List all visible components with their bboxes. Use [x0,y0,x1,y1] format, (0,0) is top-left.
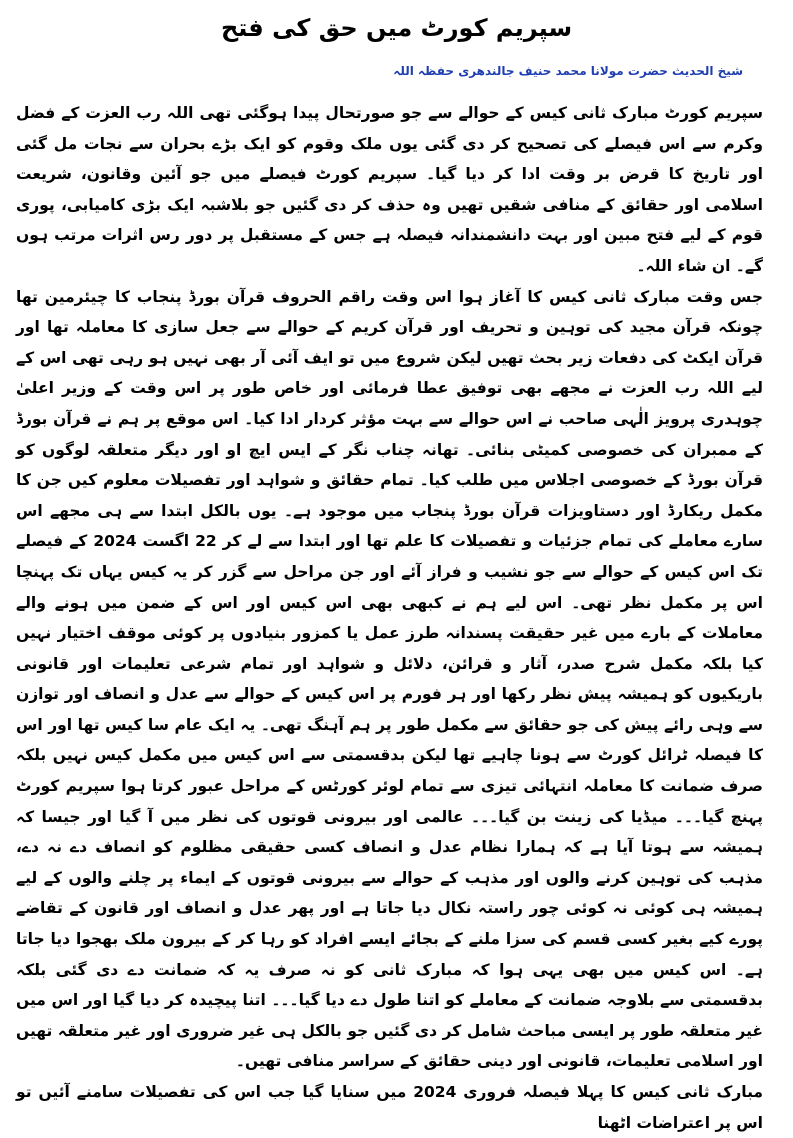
article-title: سپریم کورٹ میں حق کی فتح [220,14,573,42]
author-byline: شیخ الحدیث حضرت مولانا محمد حنیف جالندھری حفظہ اللہ [393,64,743,78]
paragraph-3: مبارک ثانی کیس کا پہلا فیصلہ فروری 2024 میں سنایا گیا جب اس کی تفصیلات سامنے آئیں تو اس پر اعتراضات اٹھنا [16,1083,763,1132]
paragraph-1: سپریم کورٹ مبارک ثانی کیس کے حوالے سے جو صورتحال پیدا ہوگئی تھی اللہ رب العزت کے فضل وکرم سے اس فیصلے کی تصحیح کر دی گئی یوں ملک وقوم کو ایک بڑے بحران سے نجات مل گئی اور تاریخ کا قرض بر وقت ادا کر دیا گیا۔ سپریم کورٹ فیصلے میں جو آئین وقانون، شریعت اسلامی اور حقائق کے منافی شقیں تھیں وہ حذف کر دی گئیں جو بلاشبہ ایک بڑی کامیابی، پوری قوم کے لیے فتح مبین اور بہت دانشمندانہ فیصلہ ہے جس کے مستقبل پر دور رس اثرات مرتب ہوں گے۔ ان شاء اللہ۔ [16,104,763,275]
article-body [16,98,763,1138]
paragraph-2: جس وقت مبارک ثانی کیس کا آغاز ہوا اس وقت راقم الحروف قرآن بورڈ پنجاب کا چیئرمین تھا چونکہ قرآن مجید کی توہین و تحریف اور قرآن کریم کے حوالے سے جعل سازی کا معاملہ تھا اور قرآن ایکٹ کی دفعات زیر بحث تھیں لیکن شروع میں تو ایف آئی آر بھی نہیں ہو رہی تھی اس کے لیے اللہ رب العزت نے مجھے بھی توفیق عطا فرمائی اور خاص طور پر اس وقت کے وزیر اعلیٰ چوہدری پرویز الٰہی صاحب نے اس حوالے سے بہت مؤثر کردار ادا کیا۔ اس موقع پر ہم نے قرآن بورڈ کے ممبران کی خصوصی کمیٹی بنائی۔ تھانہ چناب نگر کے ایس ایچ او اور دیگر متعلقہ لوگوں کو قرآن بورڈ کے خصوصی اجلاس میں طلب کیا۔ تمام حقائق و شواہد اور تفصیلات معلوم کیں جن کا مکمل ریکارڈ اور دستاویزات قرآن بورڈ پنجاب میں موجود ہے۔ یوں بالکل ابتدا سے ہی مجھے اس سارے معاملے کی تمام جزئیات و تفصیلات کا علم تھا اور ابتدا سے لے کر 22 اگست 2024 کے فیصلے تک اس کیس کے حوالے سے جو نشیب و فراز آئے اور جن مراحل سے گزر کر یہ کیس یہاں تک پہنچا اس پر مکمل نظر تھی۔ اس لیے ہم نے کبھی بھی اس کیس اور اس کے ضمن میں ہونے والے معاملات کے بارے میں غیر حقیقت پسندانہ طرز عمل یا کمزور بنیادوں پر کوئی موقف اختیار نہیں کیا بلکہ مکمل شرح صدر، آثار و قرائن، دلائل و شواہد اور تمام شرعی تعلیمات اور قانونی باریکیوں کو ہمیشہ پیش نظر رکھا اور ہر فورم پر اس کیس کے حوالے سے عدل و انصاف اور توازن سے وہی رائے پیش کی جو حقائق سے مکمل طور پر ہم آہنگ تھی۔ یہ ایک عام سا کیس تھا اور اس کا فیصلہ ٹرائل کورٹ سے ہونا چاہیے تھا لیکن بدقسمتی سے اس کیس میں مکمل کیس نہیں بلکہ صرف ضمانت کا معاملہ انتہائی تیزی سے تمام لوئر کورٹس کے مراحل عبور کرتا ہوا سپریم کورٹ پہنچ گیا۔۔۔ میڈیا کی زینت بن گیا۔۔۔ عالمی اور بیرونی قوتوں کی نظر میں آ گیا اور جیسا کہ ہمیشہ سے ہوتا آیا ہے کہ ہمارا نظام عدل و انصاف کسی حقیقی مظلوم کو انصاف دے نہ دے، مذہب کی توہین کرنے والوں اور مذہب کے حوالے سے بیرونی قوتوں کے ایماء پر چلنے والوں کے لیے ہمیشہ ہی کوئی نہ کوئی چور راستہ نکال دیا جاتا ہے اور پھر عدل و انصاف اور قانون کے تقاضے پورے کیے بغیر کسی قسم کی سزا ملنے کے بجائے ایسے افراد کو رہا کر کے بیرون ملک بھجوا دیا جاتا ہے۔ اس کیس میں بھی یہی ہوا کہ مبارک ثانی کو نہ صرف یہ کہ ضمانت دے دی گئی بلکہ بدقسمتی سے بلاوجہ ضمانت کے معاملے کو اتنا طول دے دیا گیا۔۔۔ اتنا پیچیدہ کر دیا گیا اور اس میں غیر متعلقہ طور پر ایسی مباحث شامل کر دی گئیں جو بالکل ہی غیر ضروری اور غیر متعلقہ تھیں اور اسلامی تعلیمات، قانونی اور دینی حقائق کے سراسر منافی تھیں۔ [16,287,763,1071]
